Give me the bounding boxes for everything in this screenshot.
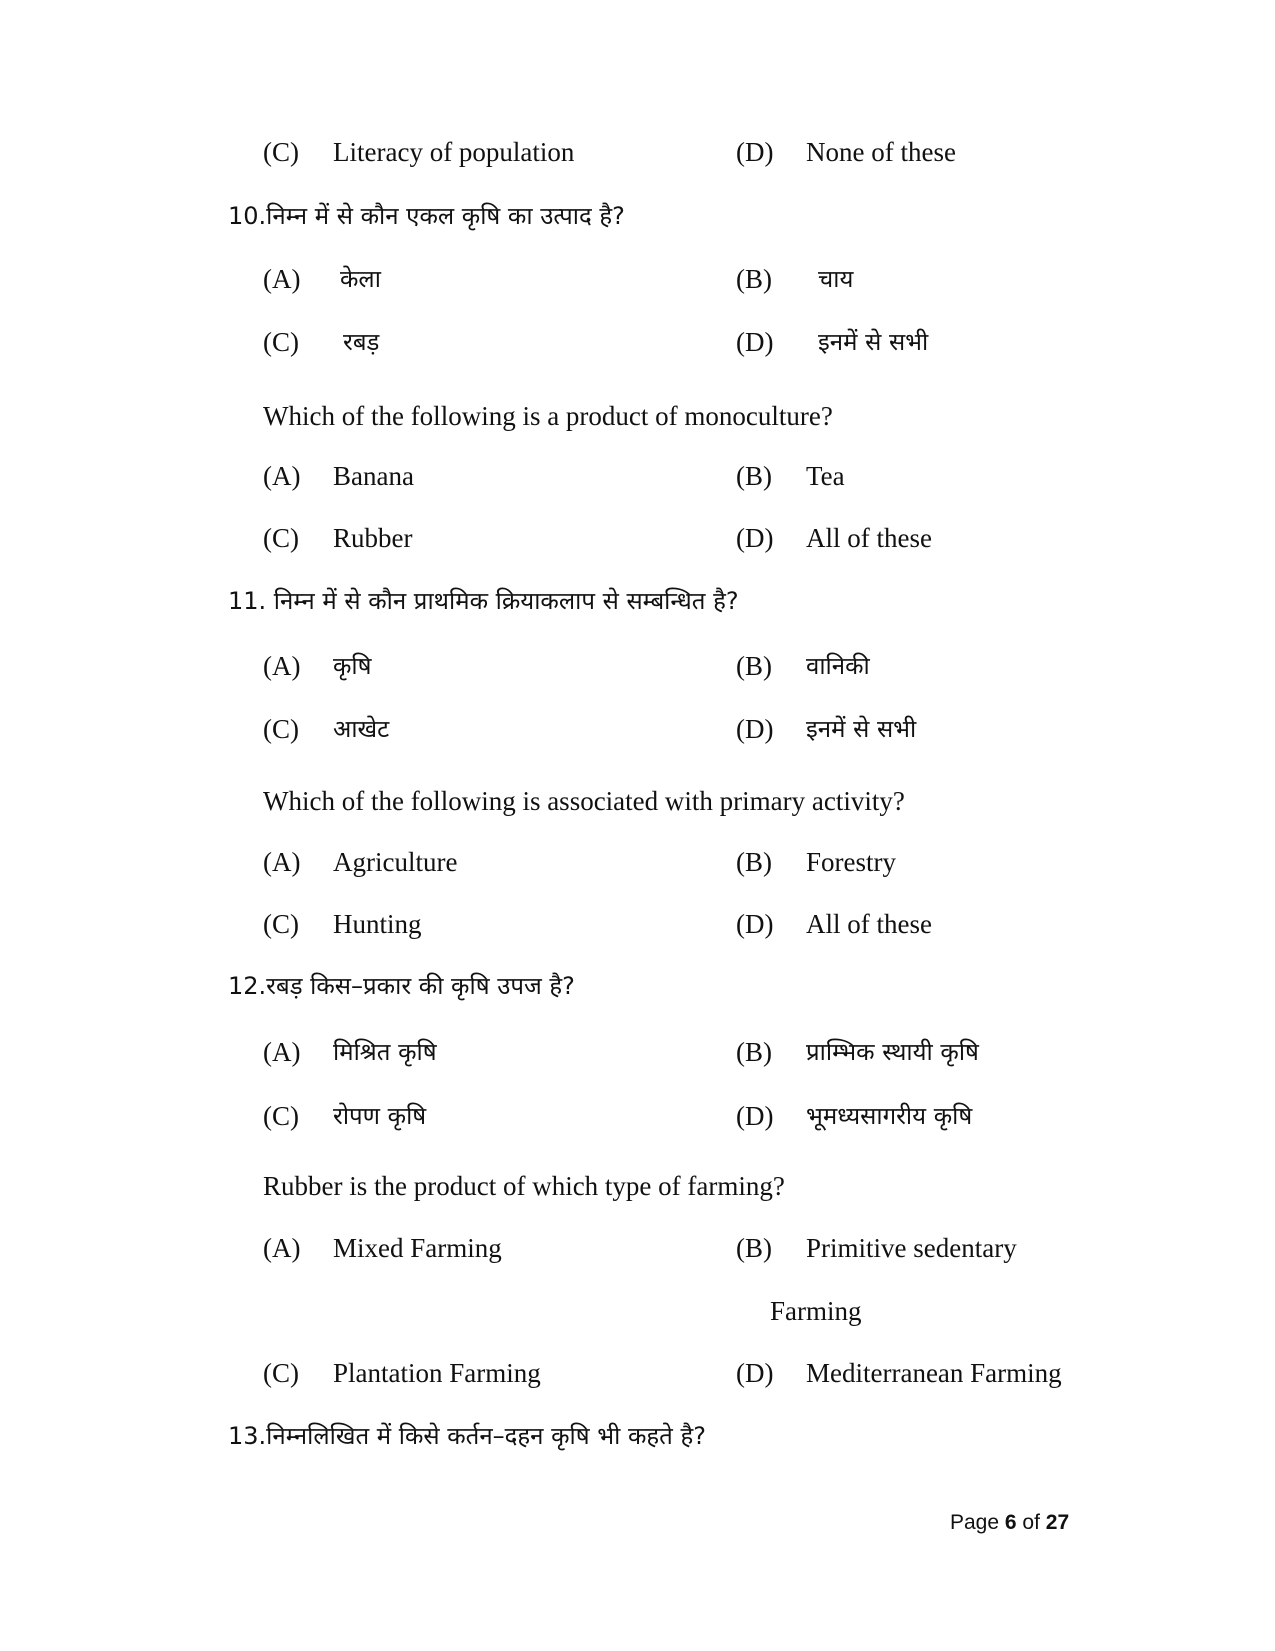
option-text-a: कृषि	[333, 652, 372, 680]
question-12-english: Rubber is the product of which type of farming?	[263, 1171, 785, 1201]
option-label-d: (D)	[736, 327, 774, 357]
option-label-a: (A)	[263, 651, 301, 681]
option-label-d: (D)	[736, 523, 774, 553]
option-text-c: रबड़	[343, 328, 380, 356]
option-label-c: (C)	[263, 1101, 299, 1131]
question-12-hindi: 12.रबड़ किस–प्रकार की कृषि उपज है?	[228, 972, 575, 1000]
option-label-a: (A)	[263, 1233, 301, 1263]
option-text-a: मिश्रित कृषि	[333, 1038, 437, 1066]
option-text-d: None of these	[806, 137, 956, 167]
option-text-c: Literacy of population	[333, 137, 575, 167]
option-text-d: All of these	[806, 523, 932, 553]
option-label-c: (C)	[263, 523, 299, 553]
total-pages: 27	[1045, 1511, 1070, 1534]
option-text-d: इनमें से सभी	[818, 328, 929, 356]
option-label-b: (B)	[736, 264, 772, 294]
option-label-c: (C)	[263, 1358, 299, 1388]
option-label-d: (D)	[736, 909, 774, 939]
option-label-b: (B)	[736, 1037, 772, 1067]
option-text-b: चाय	[818, 265, 854, 293]
page-of: of	[1022, 1511, 1040, 1534]
option-text-b: Forestry	[806, 847, 896, 877]
option-text-d: Mediterranean Farming	[806, 1358, 1062, 1388]
option-text-d: इनमें से सभी	[806, 715, 917, 743]
option-text-c: Hunting	[333, 909, 422, 939]
option-text-a: केला	[340, 265, 381, 293]
option-label-a: (A)	[263, 264, 301, 294]
option-label-d: (D)	[736, 714, 774, 744]
page-number	[950, 1510, 1069, 1536]
option-text-c: Rubber	[333, 523, 413, 553]
option-label-c: (C)	[263, 714, 299, 744]
current-page: 6	[1004, 1511, 1017, 1534]
option-label-c: (C)	[263, 137, 299, 167]
option-label-d: (D)	[736, 1358, 774, 1388]
option-text-b: वानिकी	[806, 652, 870, 680]
question-10-english: Which of the following is a product of monoculture?	[263, 401, 833, 431]
option-label-c: (C)	[263, 327, 299, 357]
option-text-b-continued: Farming	[770, 1296, 862, 1326]
option-label-a: (A)	[263, 1037, 301, 1067]
option-text-c: आखेट	[333, 715, 390, 743]
question-11-hindi: 11. निम्न में से कौन प्राथमिक क्रियाकलाप से सम्बन्धित है?	[228, 587, 739, 615]
option-label-b: (B)	[736, 461, 772, 491]
option-label-d: (D)	[736, 1101, 774, 1131]
question-11-english: Which of the following is associated with primary activity?	[263, 786, 905, 816]
option-label-b: (B)	[736, 1233, 772, 1263]
option-text-a: Agriculture	[333, 847, 458, 877]
question-10-hindi: 10.निम्न में से कौन एकल कृषि का उत्पाद है?	[228, 202, 625, 230]
option-label-a: (A)	[263, 461, 301, 491]
option-label-b: (B)	[736, 847, 772, 877]
option-label-d: (D)	[736, 137, 774, 167]
option-text-d: भूमध्यसागरीय कृषि	[806, 1102, 973, 1130]
option-label-c: (C)	[263, 909, 299, 939]
question-13-hindi: 13.निम्नलिखित में किसे कर्तन–दहन कृषि भी कहते है?	[228, 1422, 706, 1450]
option-label-a: (A)	[263, 847, 301, 877]
option-text-d: All of these	[806, 909, 932, 939]
option-text-a: Banana	[333, 461, 414, 491]
option-text-b: Tea	[806, 461, 845, 491]
option-label-b: (B)	[736, 651, 772, 681]
option-text-b: प्राम्भिक स्थायी कृषि	[806, 1038, 979, 1066]
option-text-c: रोपण कृषि	[333, 1102, 427, 1130]
option-text-c: Plantation Farming	[333, 1358, 541, 1388]
page-prefix: Page	[950, 1511, 1000, 1534]
option-text-a: Mixed Farming	[333, 1233, 502, 1263]
option-text-b: Primitive sedentary	[806, 1233, 1017, 1263]
